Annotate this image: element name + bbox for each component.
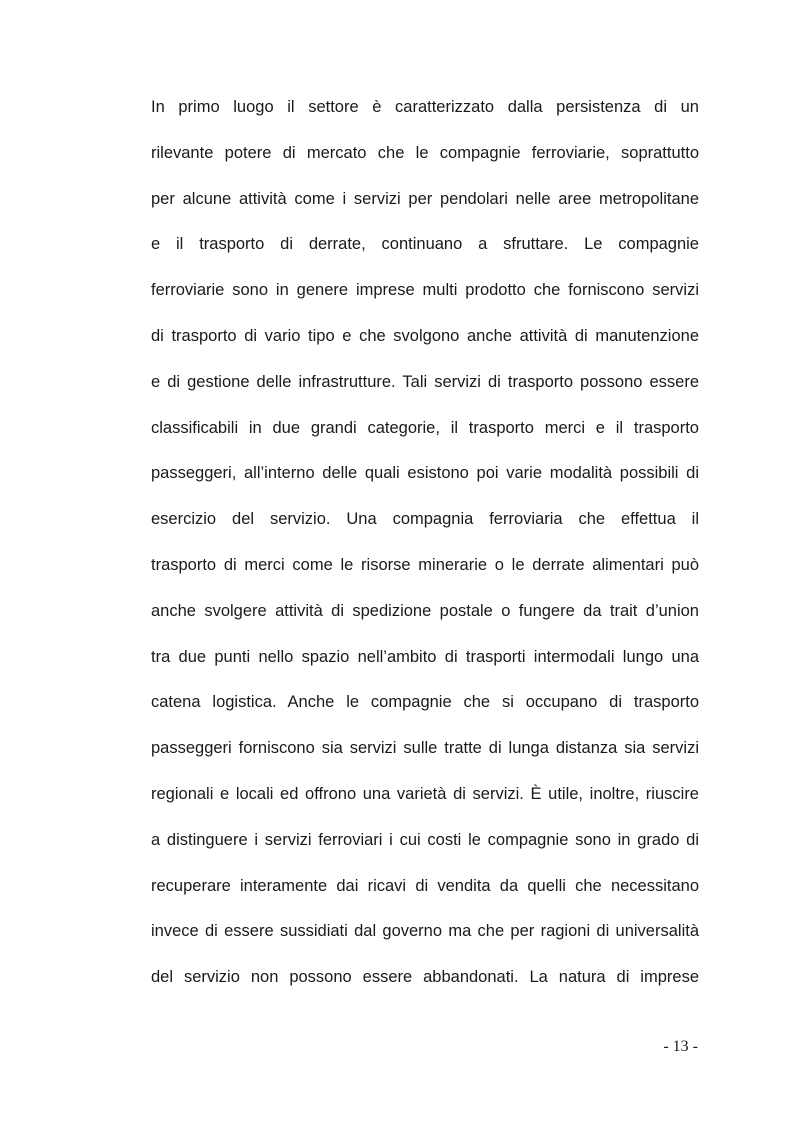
text-line: classificabili in due grandi categorie, il trasporto merci e il trasporto	[151, 418, 699, 437]
text-line: di trasporto di vario tipo e che svolgono anche attività di manutenzione	[151, 326, 699, 345]
text-line: regionali e locali ed offrono una varietà di servizi. È utile, inoltre, riuscire	[151, 784, 699, 803]
text-line: catena logistica. Anche le compagnie che si occupano di trasporto	[151, 693, 699, 712]
text-line: del servizio non possono essere abbandonati. La natura di imprese	[151, 968, 699, 987]
text-line: invece di essere sussidiati dal governo ma che per ragioni di universalità	[151, 922, 699, 941]
body-paragraph	[151, 92, 699, 1008]
text-line: In primo luogo il settore è caratterizzato dalla persistenza di un	[151, 98, 699, 116]
text-line: e di gestione delle infrastrutture. Tali servizi di trasporto possono essere	[151, 372, 699, 391]
text-line: tra due punti nello spazio nell’ambito di trasporti intermodali lungo una	[151, 647, 699, 666]
text-line: anche svolgere attività di spedizione postale o fungere da trait d’union	[151, 601, 699, 620]
text-line: passeggeri, all’interno delle quali esistono poi varie modalità possibili di	[151, 464, 699, 483]
text-line: ferroviarie sono in genere imprese multi prodotto che forniscono servizi	[151, 281, 699, 300]
page-number: - 13 -	[663, 1038, 698, 1055]
text-line: passeggeri forniscono sia servizi sulle tratte di lunga distanza sia servizi	[151, 739, 699, 758]
text-line: recuperare interamente dai ricavi di vendita da quelli che necessitano	[151, 876, 699, 895]
text-line: esercizio del servizio. Una compagnia ferroviaria che effettua il	[151, 510, 699, 529]
text-line: a distinguere i servizi ferroviari i cui costi le compagnie sono in grado di	[151, 830, 699, 849]
text-line: per alcune attività come i servizi per pendolari nelle aree metropolitane	[151, 189, 699, 208]
text-line: e il trasporto di derrate, continuano a sfruttare. Le compagnie	[151, 235, 699, 254]
text-line: trasporto di merci come le risorse minerarie o le derrate alimentari può	[151, 555, 699, 574]
text-line: rilevante potere di mercato che le compagnie ferroviarie, soprattutto	[151, 143, 699, 162]
